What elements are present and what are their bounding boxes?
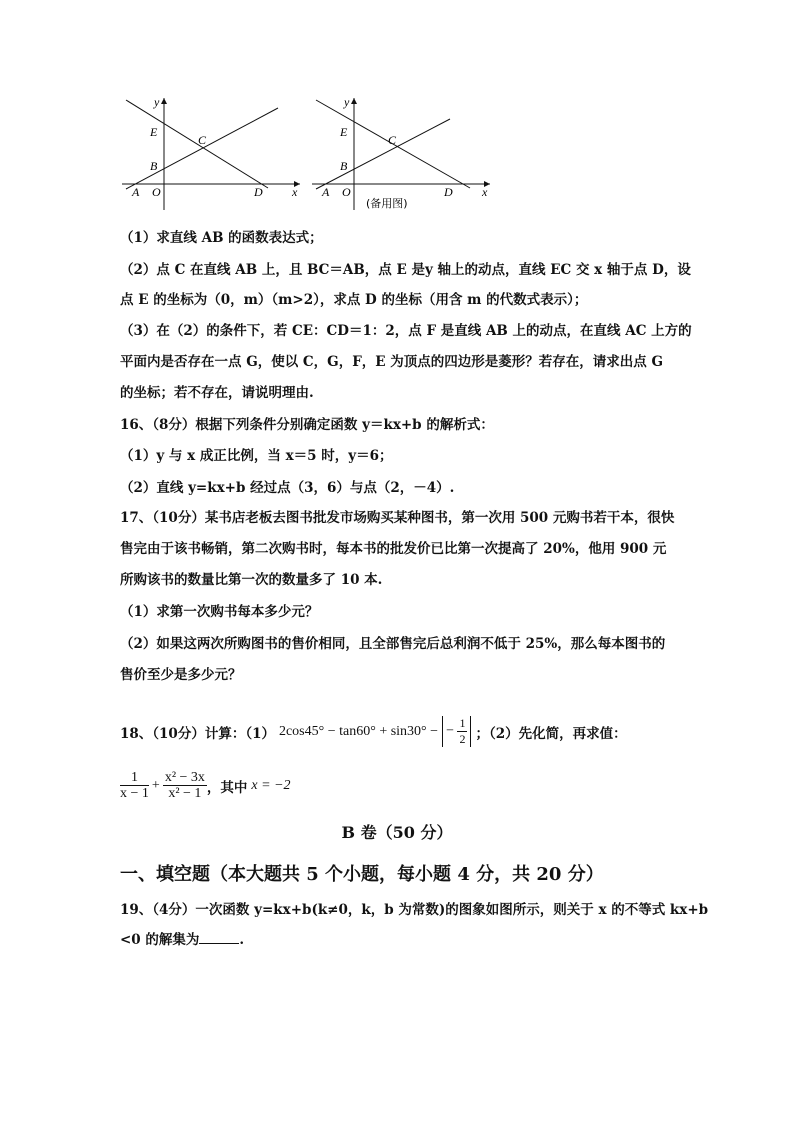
q17-stem-line3: 所购该书的数量比第一次的数量多了 10 本. [120, 572, 383, 588]
part1-heading: 一、填空题（本大题共 5 个小题，每小题 4 分，共 20 分） [120, 864, 604, 885]
q15-part3-line2: 平面内是否存在一点 G，使以 C，G，F，E 为顶点的四边形是菱形？若存在，请求出点 G [120, 354, 664, 370]
label-D: D [254, 185, 263, 199]
q17-part1: （1）求第一次购书每本多少元？ [120, 604, 319, 620]
q18-abs-denominator: 2 [459, 732, 466, 746]
label-A: A [322, 185, 330, 199]
q18-condition: x = −2 [251, 777, 291, 793]
label-O: O [152, 185, 161, 199]
q15-part3-line1: （3）在（2）的条件下，若 CE：CD＝1：2，点 F 是直线 AB 上的动点，在直线 AC 上方的 [120, 323, 692, 339]
label-C: C [198, 133, 207, 147]
q18-expression: 2cos45° − tan60° + sin30° − [278, 723, 439, 739]
q18-abs-sign: − [446, 723, 454, 739]
q18-f2-denominator: x² − 1 [168, 786, 202, 801]
answer-blank[interactable] [199, 931, 239, 944]
q17-stem-line1: 17、（10分）某书店老板去图书批发市场购买某种图书，第一次用 500 元购书若干本，很快 [120, 510, 675, 526]
q16-part2: （2）直线 y=kx+b 经过点（3，6）与点（2，－4）. [120, 480, 455, 496]
label-E: E [150, 125, 158, 139]
q18-f1-numerator: 1 [120, 770, 149, 786]
coordinate-figure-right [308, 92, 498, 221]
q18-tail: ，其中 [206, 779, 248, 796]
coordinate-figure-left [118, 92, 308, 216]
q18-f2-numerator: x² − 3x [164, 770, 205, 785]
label-D: D [444, 185, 453, 199]
q17-part2-line1: （2）如果这两次所购图书的售价相同，且全部售完后总利润不低于 25%，那么每本图书的 [120, 636, 666, 652]
label-A: A [132, 185, 140, 199]
q15-part3-line3: 的坐标；若不存在，请说明理由. [120, 385, 314, 401]
label-C: C [388, 133, 397, 147]
q15-part1: （1）求直线 AB 的函数表达式； [120, 230, 323, 246]
label-B: B [150, 159, 158, 173]
q19-line2-start: <0 的解集为 [120, 932, 200, 948]
q18-absolute-value [442, 716, 471, 747]
q17-stem-line2: 售完由于该书畅销，第二次购书时，每本书的批发价已比第一次提高了 20%，他用 900 元 [120, 541, 667, 557]
q15-part2-line1: （2）点 C 在直线 AB 上，且 BC＝AB，点 E 是y 轴上的动点，直线 EC 交 x 轴于点 D，设 [120, 262, 691, 278]
q16-part1: （1）y 与 x 成正比例，当 x＝5 时，y＝6； [120, 448, 393, 464]
label-y: y [344, 95, 350, 109]
q18-plus: + [151, 777, 160, 793]
q16-stem: 16、（8分）根据下列条件分别确定函数 y＝kx+b 的解析式： [120, 417, 494, 433]
q18-mid: ；（2）先化简，再求值： [475, 725, 627, 742]
q17-part2-line2: 售价至少是多少元？ [120, 667, 242, 683]
figure-caption: (备用图) [366, 197, 408, 210]
q18-line2 [120, 770, 291, 801]
q19-line2 [120, 930, 244, 950]
label-E: E [340, 125, 348, 139]
q19-line1: 19、（4分）一次函数 y=kx+b(k≠0，k，b 为常数)的图象如图所示，则关于 x 的不等式 kx+b [120, 902, 709, 918]
q18-prefix: 18、（10分）计算：（1） [120, 725, 275, 742]
q15-part2-line2: 点 E 的坐标为（0，m）（m>2），求点 D 的坐标（用含 m 的代数式表示）； [120, 292, 588, 308]
q18-abs-fraction [457, 716, 467, 747]
label-y: y [154, 95, 160, 109]
q18-line1 [120, 716, 627, 747]
q18-fraction-2 [163, 770, 207, 801]
q18-abs-numerator: 1 [459, 716, 466, 730]
label-B: B [340, 159, 348, 173]
q18-fraction-1 [120, 770, 149, 801]
q19-line2-end: . [239, 932, 245, 948]
section-b-title: B 卷（50 分） [341, 823, 453, 842]
label-x: x [482, 185, 488, 199]
q18-f1-denominator: x − 1 [120, 786, 149, 801]
label-x: x [292, 185, 298, 199]
label-O: O [342, 185, 351, 199]
